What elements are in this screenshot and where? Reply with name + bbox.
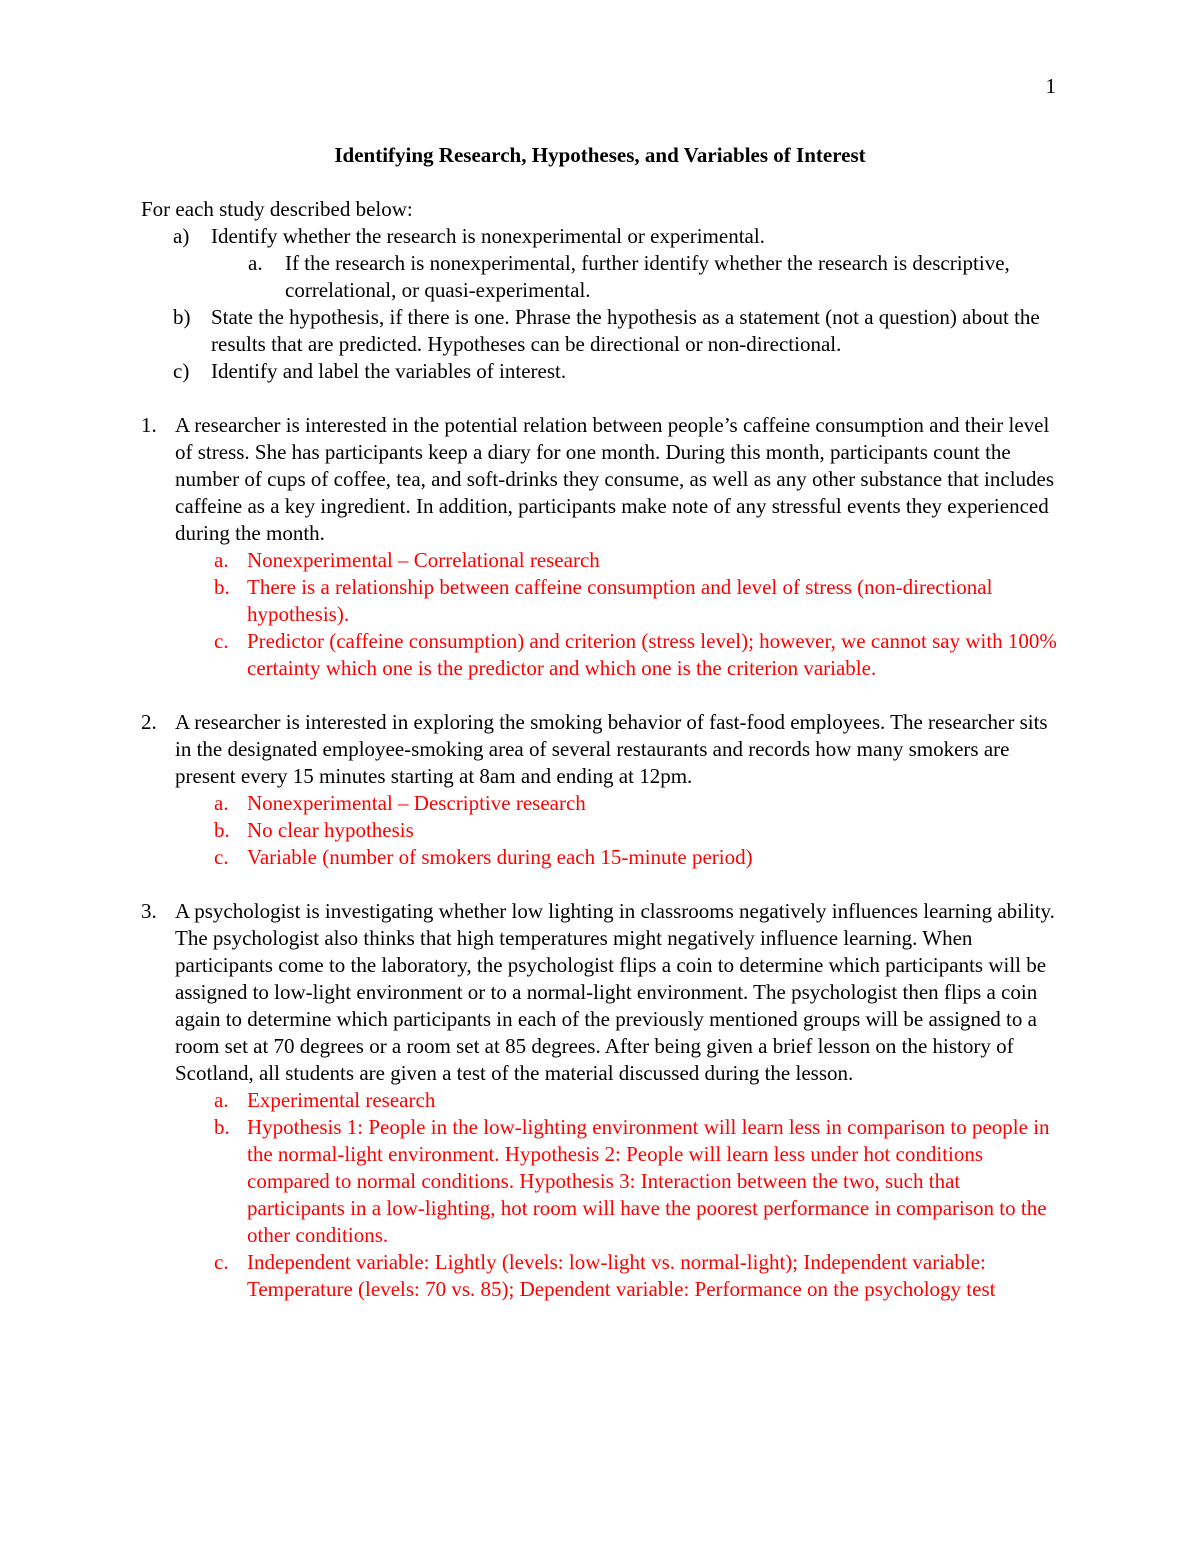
criterion-b — [141, 304, 1061, 358]
question-text: A researcher is interested in exploring the smoking behavior of fast-food employees. The researcher sits in the designated employee-smoking area of several restaurants and records how many smokers are present every 15 minutes starting at 8am and ending at 12pm. — [175, 710, 1048, 788]
question-3 — [141, 898, 1061, 1087]
answer-text: Independent variable: Lightly (levels: low-light vs. normal-light); Independent variable: Temperature (levels: 70 vs. 85); Dependent variable: Performance on the psychology test — [247, 1250, 996, 1301]
criterion-a — [141, 223, 1061, 250]
answer-2c — [141, 844, 1061, 871]
answer-1b — [141, 574, 1061, 628]
question-text: A researcher is interested in the potential relation between people’s caffeine consumption and their level of stress. She has participants keep a diary for one month. During this month, participants count the number of cups of coffee, tea, and soft-drinks they consume, as well as any other substance that includes caffeine as a key ingredient. In addition, participants make note of any stressful events they experienced during the month. — [175, 413, 1055, 545]
answer-3b — [141, 1114, 1061, 1249]
answer-1a — [141, 547, 1061, 574]
answer-label: c. — [214, 845, 229, 869]
question-number: 1. — [141, 413, 157, 437]
document-body — [141, 196, 1061, 1303]
criterion-label: a. — [248, 251, 263, 275]
answer-text: No clear hypothesis — [247, 818, 414, 842]
question-number: 3. — [141, 899, 157, 923]
answer-label: c. — [214, 629, 229, 653]
answer-text: Variable (number of smokers during each 15-minute period) — [247, 845, 753, 869]
answer-text: Nonexperimental – Descriptive research — [247, 791, 586, 815]
answer-label: b. — [214, 575, 230, 599]
criterion-text: Identify and label the variables of interest. — [211, 359, 567, 383]
answer-label: b. — [214, 1115, 230, 1139]
question-2 — [141, 709, 1061, 790]
answer-text: Experimental research — [247, 1088, 436, 1112]
criterion-c — [141, 358, 1061, 385]
criterion-label: b) — [173, 305, 191, 329]
question-1 — [141, 412, 1061, 547]
question-text: A psychologist is investigating whether low lighting in classrooms negatively influences learning ability. The psychologist also thinks that high temperatures might negatively influence learning. When participants come to the laboratory, the psychologist flips a coin to determine which participants will be assigned to low-light environment or to a normal-light environment. The psychologist then flips a coin again to determine which participants in each of the previously mentioned groups will be assigned to a room set at 70 degrees or a room set at 85 degrees. After being given a brief lesson on the history of Scotland, all students are given a test of the material discussed during the lesson. — [175, 899, 1055, 1085]
criterion-text: If the research is nonexperimental, further identify whether the research is descriptive, correlational, or quasi-experimental. — [285, 251, 1010, 302]
criterion-label: c) — [173, 359, 190, 383]
answer-1c — [141, 628, 1061, 682]
criterion-label: a) — [173, 224, 190, 248]
answer-text: There is a relationship between caffeine consumption and level of stress (non-directional hypothesis). — [247, 575, 993, 626]
answer-2b — [141, 817, 1061, 844]
answer-label: a. — [214, 548, 229, 572]
answer-label: b. — [214, 818, 230, 842]
answer-text: Nonexperimental – Correlational research — [247, 548, 600, 572]
answer-3c — [141, 1249, 1061, 1303]
criterion-text: State the hypothesis, if there is one. Phrase the hypothesis as a statement (not a question) about the results that are predicted. Hypotheses can be directional or non-directional. — [211, 305, 1040, 356]
document-title: Identifying Research, Hypotheses, and Variables of Interest — [334, 143, 866, 167]
answer-label: c. — [214, 1250, 229, 1274]
answer-2a — [141, 790, 1061, 817]
page-number: 1 — [1045, 74, 1056, 98]
criterion-text: Identify whether the research is nonexperimental or experimental. — [211, 224, 765, 248]
answer-text: Hypothesis 1: People in the low-lighting environment will learn less in comparison to people in the normal-light environment. Hypothesis 2: People will learn less under hot conditions compared to normal conditions. Hypothesis 3: Interaction between the two, such that participants in a low-lighting, hot room will have the poorest performance in comparison to the other conditions. — [247, 1115, 1050, 1247]
criterion-a-sub — [141, 250, 1061, 304]
answer-label: a. — [214, 1088, 229, 1112]
answer-label: a. — [214, 791, 229, 815]
answer-3a — [141, 1087, 1061, 1114]
answer-text: Predictor (caffeine consumption) and criterion (stress level); however, we cannot say with 100% certainty which one is the predictor and which one is the criterion variable. — [247, 629, 1057, 680]
instructions-intro: For each study described below: — [141, 197, 413, 221]
question-number: 2. — [141, 710, 157, 734]
